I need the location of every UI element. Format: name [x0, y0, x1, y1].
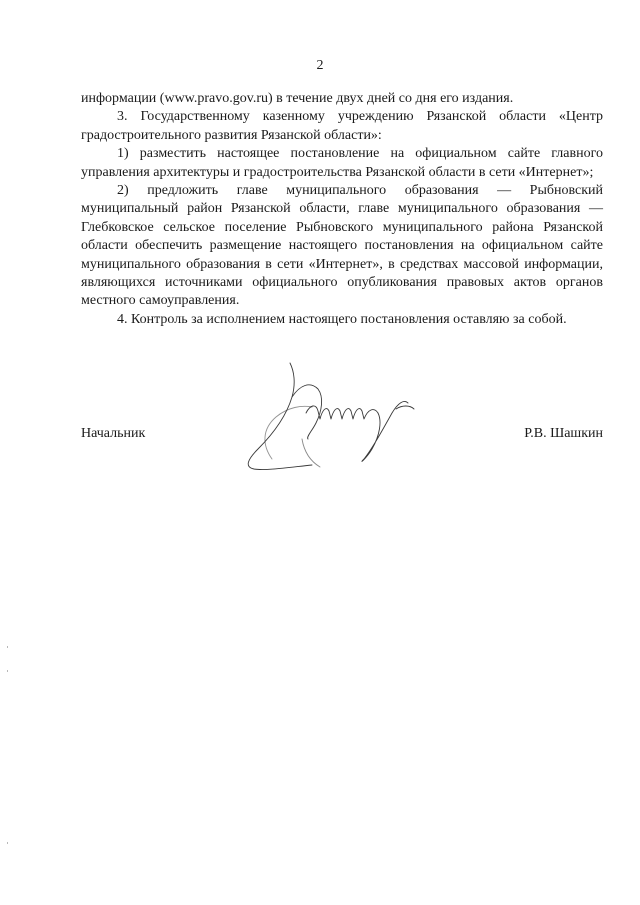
paragraph-item-3-2: 2) предложить главе муниципального образования — Рыбновский муниципальный район Рязанской области, главе муниципального образования — Глебковское сельское поселение Рыбновского муниципального района Рязанской области обеспечить размещение настоящего постановления на официальном сайте муниципального образования в сети «Интернет», в средствах массовой информации, являющихся источниками официального опубликования правовых актов органов местного самоуправления. — [81, 183, 603, 309]
document-body — [81, 90, 603, 329]
paragraph-continuation: информации (www.pravo.gov.ru) в течение двух дней со дня его издания. — [81, 91, 514, 106]
signer-name: Р.В. Шашкин — [524, 426, 603, 441]
signer-position: Начальник — [81, 426, 146, 441]
paragraph-item-3: 3. Государственному казенному учреждению Рязанской области «Центр градостроительного развития Рязанской области»: — [81, 109, 603, 143]
paragraph-item-3-1: 1) разместить настоящее постановление на официальном сайте главного управления архитектуры и градостроительства Рязанской области в сети «Интернет»; — [81, 146, 603, 180]
page-number: 2 — [316, 58, 324, 73]
handwritten-signature-icon — [232, 355, 432, 480]
scan-artifact — [7, 842, 8, 844]
scan-artifact — [7, 670, 8, 672]
scan-artifact — [7, 646, 8, 648]
paragraph-item-4: 4. Контроль за исполнением настоящего постановления оставляю за собой. — [117, 311, 567, 327]
